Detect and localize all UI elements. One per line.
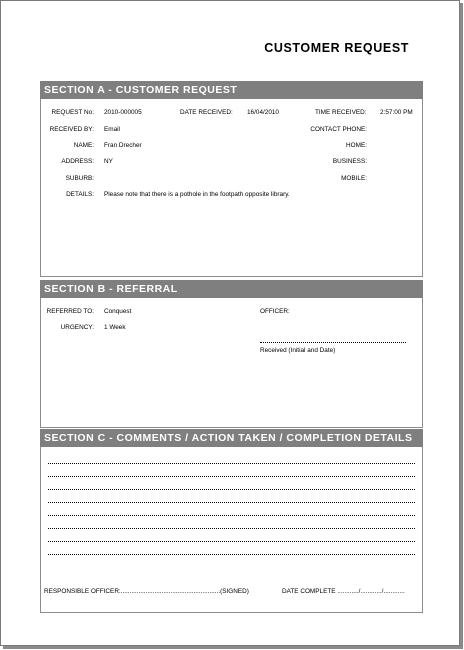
officer-signature-line [260,342,406,343]
home-label: HOME: [346,142,367,149]
time-received-label: TIME RECEIVED: [315,109,367,116]
time-received-value: 2:57:00 PM [380,109,413,116]
address-label: ADDRESS: [61,158,94,165]
officer-label: OFFICER: [260,308,290,315]
name-value: Fran Drecher [104,142,142,149]
comment-line [48,515,415,516]
date-received-label: DATE RECEIVED: [180,109,233,116]
comment-line [48,528,415,529]
section-b [40,280,423,428]
section-b-header: SECTION B - REFERRAL [40,280,423,298]
section-a [40,81,423,277]
referred-to-value: Conquest [104,308,132,315]
received-by-label: RECEIVED BY: [49,126,94,133]
date-complete-line: DATE COMPLETE ............/............/............ [282,588,405,595]
section-a-header: SECTION A - CUSTOMER REQUEST [40,81,423,99]
section-c [40,429,423,613]
address-value: NY [104,158,113,165]
comment-line [48,463,415,464]
suburb-label: SUBURB: [65,175,94,182]
date-received-value: 16/04/2010 [247,109,279,116]
received-by-value: Email [104,126,120,133]
urgency-label: URGENCY: [60,324,94,331]
document-title: CUSTOMER REQUEST [264,41,409,55]
received-caption: Received (Initial and Date) [260,347,336,354]
details-label: DETAILS: [66,191,94,198]
comment-line [48,489,415,490]
details-value: Please note that there is a pothole in the footpath opposite library. [104,191,290,198]
comment-line [48,554,415,555]
comment-line [48,541,415,542]
comment-line [48,476,415,477]
request-no-value: 2010-000005 [104,109,142,116]
comment-line [48,502,415,503]
referred-to-label: REFERRED TO: [46,308,94,315]
name-label: NAME: [73,142,94,149]
contact-phone-label: CONTACT PHONE: [310,126,367,133]
responsible-officer-line: RESPONSIBLE OFFICER:........................................................(SIGNED) [44,588,249,595]
mobile-label: MOBILE: [341,175,367,182]
business-label: BUSINESS: [332,158,367,165]
section-c-header: SECTION C - COMMENTS / ACTION TAKEN / COMPLETION DETAILS [40,429,423,447]
urgency-value: 1 Week [104,324,126,331]
request-no-label: REQUEST No: [51,109,94,116]
